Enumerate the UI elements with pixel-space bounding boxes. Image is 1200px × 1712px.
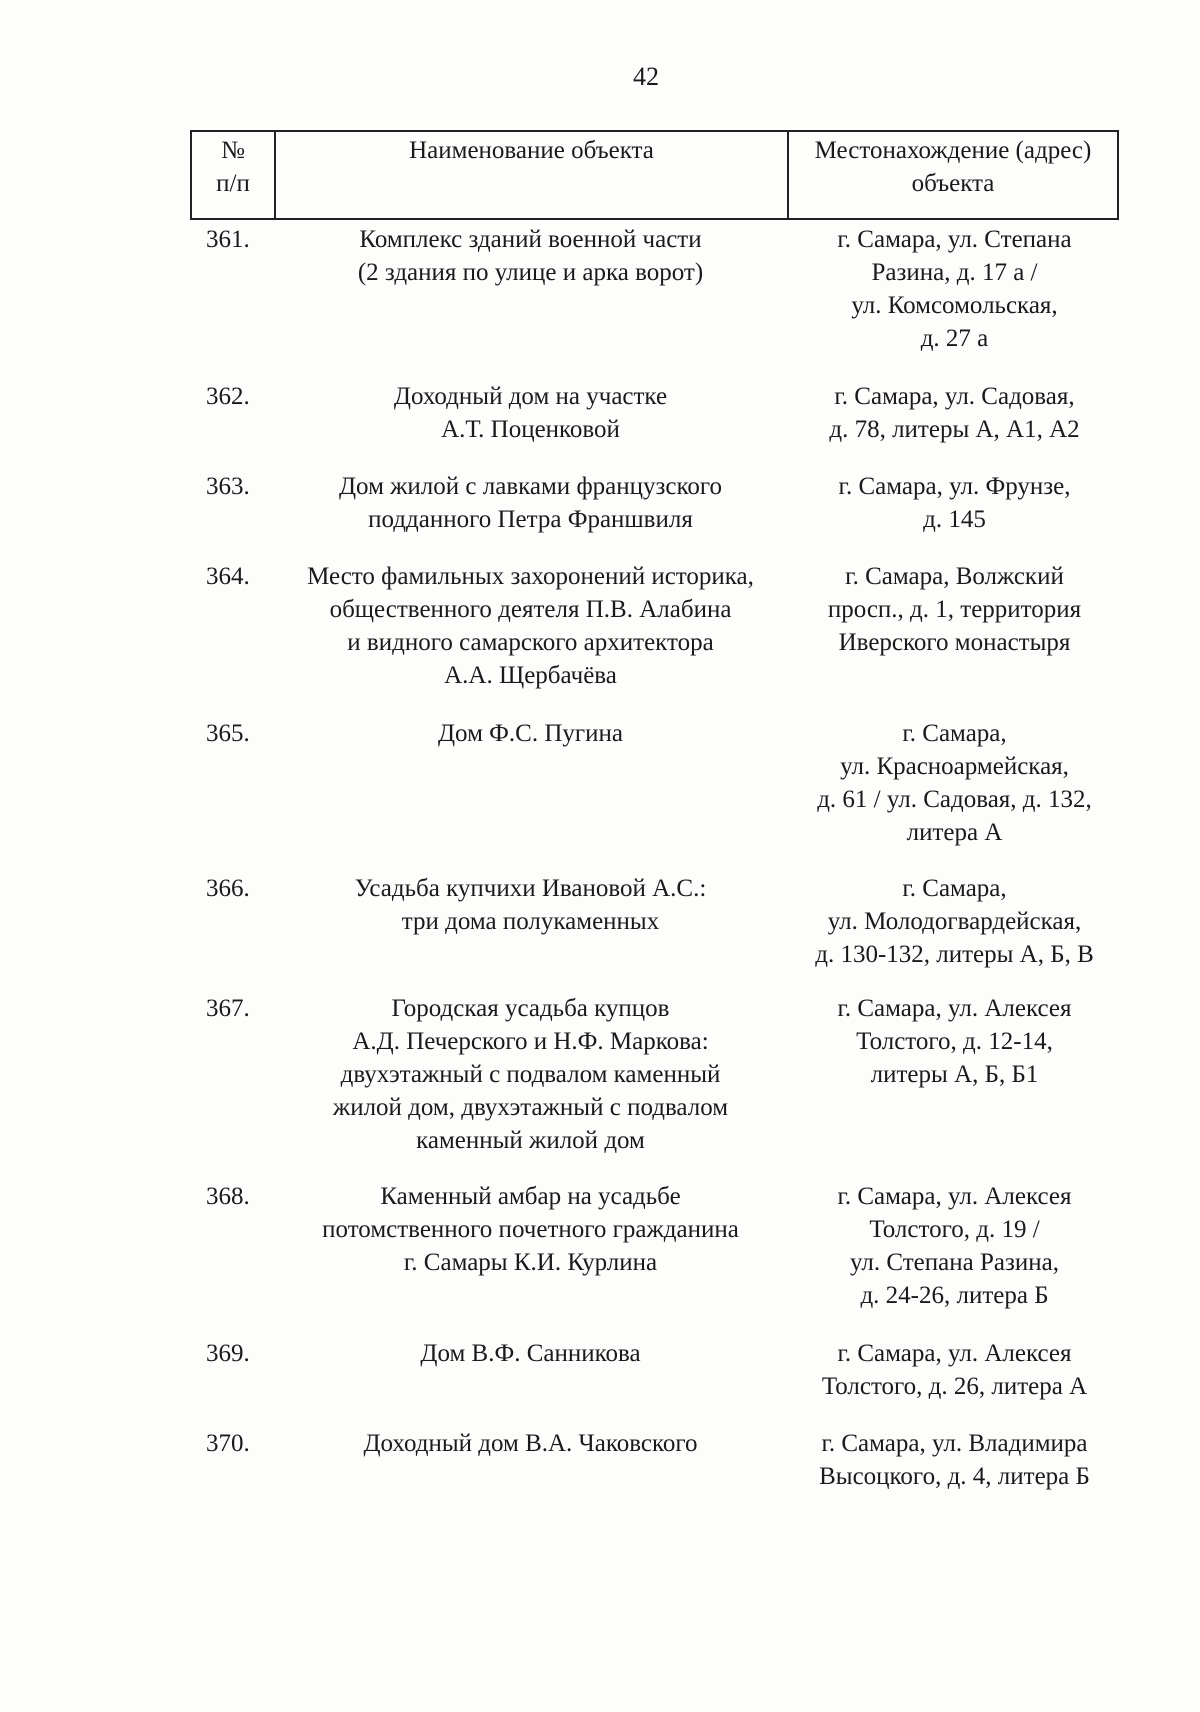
object-name-line: Городская усадьба купцов (391, 995, 670, 1022)
object-address-line: д. 130-132, литеры А, Б, В (815, 941, 1094, 968)
object-name-line: Усадьба купчихи Ивановой А.С.: (354, 875, 707, 902)
object-address (790, 1180, 1119, 1312)
object-name-line: Место фамильных захоронений историка, (307, 563, 754, 590)
object-address-line: Толстого, д. 19 / (869, 1216, 1040, 1243)
object-name-line: Каменный амбар на усадьбе (380, 1183, 681, 1210)
header-line: Местонахождение (адрес) (814, 137, 1092, 164)
object-name-line: Дом В.Ф. Санникова (420, 1340, 641, 1367)
object-name (274, 1180, 787, 1279)
object-address-line: Иверского монастыря (838, 629, 1071, 656)
object-address-line: ул. Степана Разина, (850, 1249, 1059, 1276)
object-address-line: г. Самара, (902, 875, 1007, 902)
row-number: 366. (206, 875, 250, 902)
object-name-line: Доходный дом В.А. Чаковского (363, 1430, 698, 1457)
row-number: 365. (206, 720, 250, 747)
header-line: объекта (911, 170, 995, 197)
object-address-line: д. 78, литеры А, А1, А2 (829, 416, 1080, 443)
object-name (274, 223, 787, 289)
object-name-line: А.Д. Печерского и Н.Ф. Маркова: (352, 1028, 709, 1055)
object-address-line: г. Самара, ул. Фрунзе, (838, 473, 1071, 500)
object-address-line: Высоцкого, д. 4, литера Б (819, 1463, 1090, 1490)
object-name-line: двухэтажный с подвалом каменный (340, 1061, 721, 1088)
row-number: 364. (206, 563, 250, 590)
object-address (790, 717, 1119, 849)
object-name (274, 1427, 787, 1460)
object-address-line: г. Самара, ул. Алексея (837, 1340, 1072, 1367)
object-address-line: литера А (906, 819, 1003, 846)
object-address-line: Толстого, д. 12-14, (856, 1028, 1053, 1055)
object-address-line: г. Самара, ул. Владимира (821, 1430, 1088, 1457)
object-name-line: потомственного почетного гражданина (322, 1216, 739, 1243)
object-address (790, 380, 1119, 446)
object-address-line: д. 24-26, литера Б (860, 1282, 1049, 1309)
object-address-line: г. Самара, Волжский (845, 563, 1064, 590)
object-name-line: г. Самары К.И. Курлина (403, 1249, 658, 1276)
object-name (274, 470, 787, 536)
object-address-line: г. Самара, ул. Садовая, (834, 383, 1075, 410)
object-address-line: г. Самара, (902, 720, 1007, 747)
object-address-line: Разина, д. 17 а / (871, 259, 1038, 286)
object-name-line: А.А. Щербачёва (444, 662, 617, 689)
header-line: Наименование объекта (409, 137, 654, 164)
object-address (790, 992, 1119, 1091)
object-name-line: Дом жилой с лавками французского (339, 473, 722, 500)
row-number: 368. (206, 1183, 250, 1210)
object-address (790, 560, 1119, 659)
page-number: 42 (633, 62, 659, 91)
object-name (274, 992, 787, 1157)
object-name (274, 1337, 787, 1370)
row-number: 367. (206, 995, 250, 1022)
object-name-line: общественного деятеля П.В. Алабина (329, 596, 732, 623)
header-line: № (221, 137, 245, 164)
object-name-line: жилой дом, двухэтажный с подвалом (332, 1094, 729, 1121)
object-name (274, 717, 787, 750)
object-address-line: г. Самара, ул. Алексея (837, 995, 1072, 1022)
object-name-line: каменный жилой дом (416, 1127, 645, 1154)
row-number: 363. (206, 473, 250, 500)
row-number: 369. (206, 1340, 250, 1367)
object-address-line: ул. Красноармейская, (840, 753, 1069, 780)
object-address-line: г. Самара, ул. Степана (837, 226, 1072, 253)
object-address-line: д. 61 / ул. Садовая, д. 132, (817, 786, 1092, 813)
object-address-line: Толстого, д. 26, литера А (821, 1373, 1088, 1400)
object-address (790, 470, 1119, 536)
object-address-line: литеры А, Б, Б1 (870, 1061, 1039, 1088)
object-address-line: ул. Молодогвардейская, (827, 908, 1082, 935)
object-name-line: Дом Ф.С. Пугина (438, 720, 623, 747)
object-address-line: ул. Комсомольская, (851, 292, 1058, 319)
header-address-column (789, 132, 1117, 218)
object-address (790, 1427, 1119, 1493)
object-name-line: три дома полукаменных (401, 908, 660, 935)
object-name (274, 560, 787, 692)
row-number: 362. (206, 383, 250, 410)
row-number: 370. (206, 1430, 250, 1457)
object-name-line: и видного самарского архитектора (347, 629, 714, 656)
object-name-line: Комплекс зданий военной части (359, 226, 702, 253)
object-address (790, 1337, 1119, 1403)
object-address-line: д. 145 (923, 506, 986, 533)
table-header (190, 130, 1119, 220)
row-number: 361. (206, 226, 250, 253)
object-name-line: (2 здания по улице и арка ворот) (357, 259, 704, 286)
object-name-line: Доходный дом на участке (393, 383, 668, 410)
object-name-line: А.Т. Поценковой (441, 416, 620, 443)
object-address (790, 223, 1119, 355)
object-address-line: г. Самара, ул. Алексея (837, 1183, 1072, 1210)
object-address (790, 872, 1119, 971)
object-address-line: просп., д. 1, территория (827, 596, 1082, 623)
object-name (274, 380, 787, 446)
header-number-column (192, 132, 276, 218)
header-name-column (276, 132, 789, 218)
header-line: п/п (216, 170, 250, 197)
object-address-line: д. 27 а (920, 325, 989, 352)
object-name (274, 872, 787, 938)
object-name-line: подданного Петра Франшвиля (368, 506, 693, 533)
